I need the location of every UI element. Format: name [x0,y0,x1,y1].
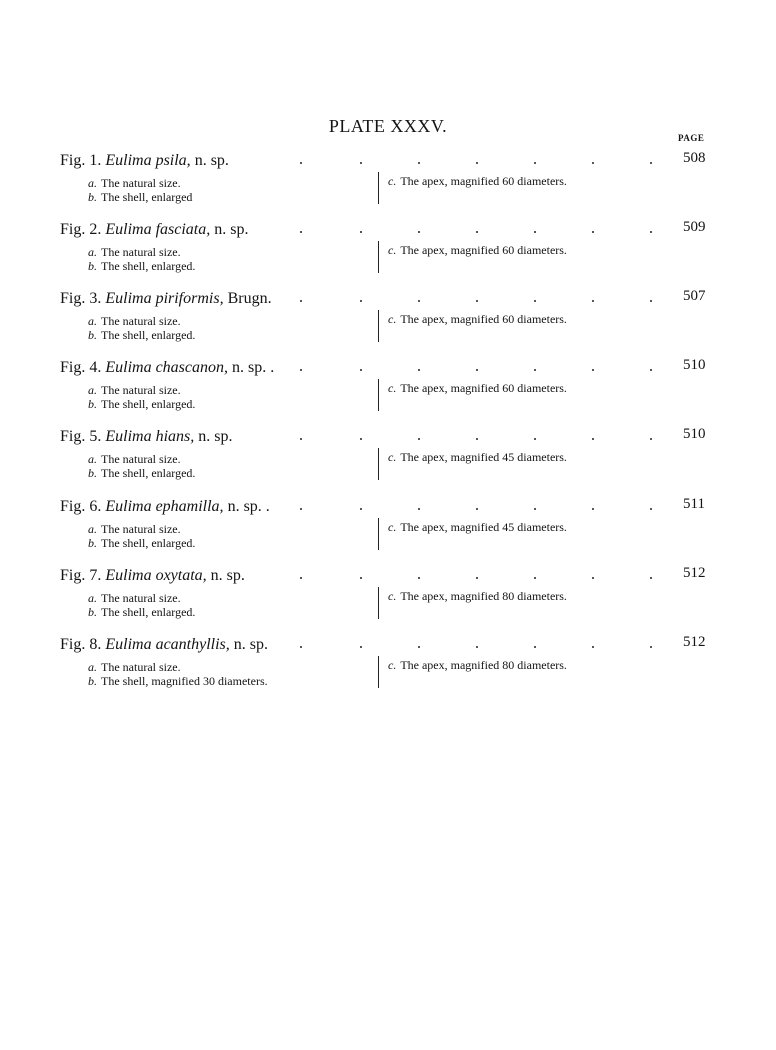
page-number: 510 [683,426,706,442]
leader-dot [360,369,362,371]
caption-text: The apex, magnified 45 diameters. [400,520,567,534]
dot-leaders [300,221,660,239]
caption-text: The shell, enlarged. [101,259,196,273]
caption-letter: a. [88,245,97,259]
caption-letter: b. [88,190,97,204]
caption-text: The shell, enlarged. [101,536,196,550]
figure-number: Fig. 6. [60,498,102,515]
species-author: Brugn. [227,290,272,307]
caption-letter: a. [88,176,97,190]
figure-title [60,428,232,446]
figure-title [60,152,229,170]
caption-a [88,314,195,328]
caption-c [388,243,567,257]
caption-left [88,314,195,342]
dot-leaders [300,567,660,585]
leader-dot [476,508,478,510]
caption-c [388,658,567,672]
leader-dot [418,300,420,302]
leader-dot [300,300,302,302]
leader-dot [650,438,652,440]
caption-c [388,174,567,188]
figure-title [60,636,268,654]
caption-b [88,536,195,550]
caption-right [378,172,567,204]
page-number: 512 [683,634,706,650]
caption-text: The apex, magnified 60 diameters. [400,243,567,257]
leader-dot [476,577,478,579]
leader-dot [360,646,362,648]
caption-right [378,310,567,342]
species-author: n. sp. . [232,359,275,376]
caption-text: The natural size. [101,314,181,328]
leader-dot [534,646,536,648]
figure-title [60,567,245,585]
caption-a [88,591,195,605]
caption-text: The apex, magnified 80 diameters. [400,589,567,603]
leader-dot [650,162,652,164]
leader-dot [650,508,652,510]
leader-dot [650,231,652,233]
caption-text: The natural size. [101,383,181,397]
dot-leaders [300,636,660,654]
page-number: 507 [683,288,706,304]
caption-b [88,190,192,204]
figure-number: Fig. 1. [60,152,102,169]
caption-right [378,656,567,688]
caption-left [88,452,195,480]
caption-c [388,312,567,326]
dot-leaders [300,359,660,377]
caption-text: The natural size. [101,660,181,674]
caption-left [88,245,195,273]
caption-text: The natural size. [101,245,181,259]
caption-left [88,176,192,204]
caption-left [88,591,195,619]
leader-dot [476,438,478,440]
species-author: n. sp. [214,221,249,238]
leader-dot [592,438,594,440]
page-number: 512 [683,565,706,581]
leader-dot [534,508,536,510]
caption-c [388,520,567,534]
figure-entry [0,428,776,490]
caption-letter: a. [88,522,97,536]
caption-letter: a. [88,591,97,605]
leader-dot [418,162,420,164]
caption-right [378,241,567,273]
caption-text: The shell, enlarged [101,190,193,204]
caption-text: The natural size. [101,591,181,605]
caption-c [388,381,567,395]
caption-letter: c. [388,312,397,326]
leader-dot [534,162,536,164]
leader-dot [592,577,594,579]
caption-letter: a. [88,383,97,397]
caption-text: The apex, magnified 80 diameters. [400,658,567,672]
caption-text: The shell, magnified 30 diameters. [101,674,268,688]
figure-title [60,290,272,308]
figure-title [60,498,270,516]
species-name: Eulima psila, [105,152,191,169]
leader-dot [592,300,594,302]
leader-dot [300,162,302,164]
dot-leaders [300,498,660,516]
caption-letter: b. [88,536,97,550]
page-column-header: PAGE [678,133,705,143]
caption-b [88,605,195,619]
leader-dot [650,300,652,302]
caption-letter: c. [388,658,397,672]
species-name: Eulima acanthyllis, [105,636,230,653]
figure-number: Fig. 5. [60,428,102,445]
figure-entry [0,498,776,560]
leader-dot [360,231,362,233]
caption-text: The apex, magnified 60 diameters. [400,174,567,188]
leader-dot [360,438,362,440]
page-number: 511 [683,496,705,512]
leader-dot [592,646,594,648]
leader-dot [300,438,302,440]
caption-letter: c. [388,174,397,188]
figure-entry [0,152,776,214]
figure-number: Fig. 7. [60,567,102,584]
caption-b [88,397,195,411]
leader-dot [650,577,652,579]
species-author: n. sp. [198,428,233,445]
figure-number: Fig. 4. [60,359,102,376]
figure-entry [0,567,776,629]
leader-dot [418,369,420,371]
caption-right [378,518,567,550]
species-author: n. sp. [210,567,245,584]
figure-number: Fig. 3. [60,290,102,307]
caption-text: The apex, magnified 60 diameters. [400,312,567,326]
figure-entry [0,290,776,352]
species-author: n. sp. [194,152,229,169]
figure-entry [0,221,776,283]
caption-a [88,176,192,190]
leader-dot [592,369,594,371]
caption-a [88,452,195,466]
caption-right [378,379,567,411]
figure-title [60,221,248,239]
leader-dot [418,508,420,510]
dot-leaders [300,428,660,446]
leader-dot [418,646,420,648]
leader-dot [592,231,594,233]
caption-letter: a. [88,314,97,328]
caption-letter: b. [88,328,97,342]
page-number: 509 [683,219,706,235]
leader-dot [476,162,478,164]
figure-entry [0,636,776,698]
leader-dot [300,369,302,371]
caption-letter: a. [88,660,97,674]
page-number: 510 [683,357,706,373]
plate-title: PLATE XXXV. [328,116,448,136]
leader-dot [476,646,478,648]
species-name: Eulima piriformis, [105,290,224,307]
caption-letter: c. [388,450,397,464]
dot-leaders [300,290,660,308]
leader-dot [360,162,362,164]
caption-text: The shell, enlarged. [101,328,196,342]
caption-a [88,522,195,536]
caption-letter: c. [388,520,397,534]
caption-text: The natural size. [101,522,181,536]
caption-letter: c. [388,243,397,257]
leader-dot [592,162,594,164]
caption-b [88,328,195,342]
leader-dot [418,438,420,440]
leader-dot [360,508,362,510]
caption-letter: b. [88,397,97,411]
leader-dot [300,577,302,579]
caption-letter: a. [88,452,97,466]
caption-text: The shell, enlarged. [101,605,196,619]
caption-text: The apex, magnified 45 diameters. [400,450,567,464]
caption-right [378,448,567,480]
leader-dot [534,577,536,579]
leader-dot [534,438,536,440]
species-name: Eulima chascanon, [105,359,228,376]
leader-dot [534,231,536,233]
caption-right [378,587,567,619]
caption-letter: b. [88,674,97,688]
caption-letter: b. [88,466,97,480]
figure-number: Fig. 8. [60,636,102,653]
species-name: Eulima hians, [105,428,195,445]
caption-b [88,674,268,688]
caption-text: The natural size. [101,176,181,190]
leader-dot [650,369,652,371]
leader-dot [300,508,302,510]
species-name: Eulima ephamilla, [105,498,224,515]
leader-dot [476,300,478,302]
caption-a [88,383,195,397]
leader-dot [418,231,420,233]
figure-entry [0,359,776,421]
caption-a [88,660,268,674]
leader-dot [476,231,478,233]
leader-dot [534,300,536,302]
leader-dot [418,577,420,579]
caption-text: The shell, enlarged. [101,397,196,411]
caption-c [388,589,567,603]
caption-c [388,450,567,464]
caption-b [88,466,195,480]
leader-dot [650,646,652,648]
caption-letter: c. [388,589,397,603]
species-author: n. sp. . [227,498,270,515]
caption-a [88,245,195,259]
caption-text: The apex, magnified 60 diameters. [400,381,567,395]
page-number: 508 [683,150,706,166]
leader-dot [300,231,302,233]
species-name: Eulima fasciata, [105,221,211,238]
figure-title [60,359,274,377]
species-name: Eulima oxytata, [105,567,207,584]
caption-letter: b. [88,605,97,619]
caption-left [88,660,268,688]
species-author: n. sp. [233,636,269,653]
leader-dot [360,300,362,302]
leader-dot [592,508,594,510]
caption-letter: c. [388,381,397,395]
figure-number: Fig. 2. [60,221,102,238]
caption-text: The natural size. [101,452,181,466]
caption-b [88,259,195,273]
leader-dot [300,646,302,648]
caption-letter: b. [88,259,97,273]
leader-dot [476,369,478,371]
caption-text: The shell, enlarged. [101,466,196,480]
caption-left [88,383,195,411]
leader-dot [534,369,536,371]
dot-leaders [300,152,660,170]
leader-dot [360,577,362,579]
caption-left [88,522,195,550]
